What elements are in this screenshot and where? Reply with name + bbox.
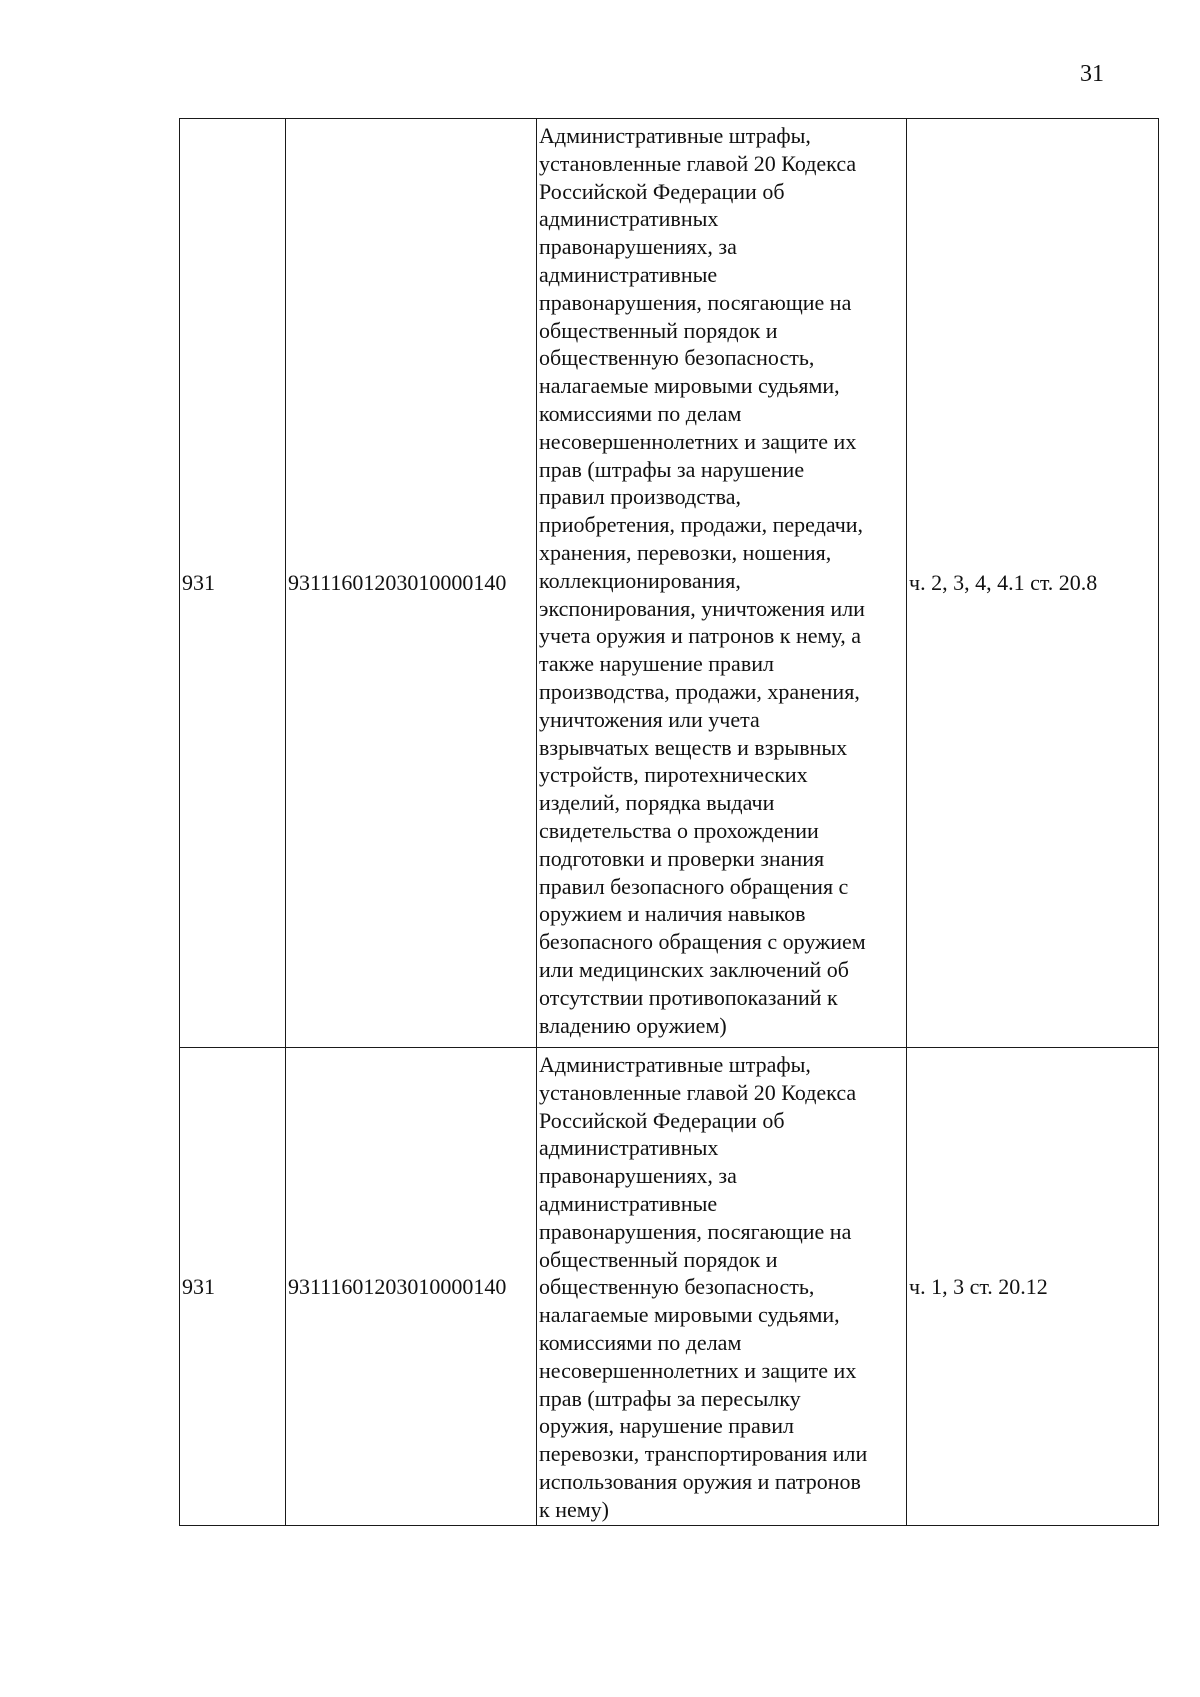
kbk-code-cell: 93111601203010000140 (286, 119, 537, 1048)
table-row (180, 119, 1159, 1048)
article-cell: ч. 1, 3 ст. 20.12 (907, 1048, 1159, 1526)
admin-code-cell: 931 (180, 1048, 286, 1526)
page-number: 31 (1080, 61, 1104, 87)
description-cell (537, 1048, 907, 1526)
description-cell (537, 119, 907, 1048)
description-text: Административные штрафы, установленные главой 20 Кодекса Российской Федерации об административных правонарушениях, за административные правонарушения, посягающие на общественный порядок и общественную безопасность, налагаемые мировыми судьями, комиссиями по делам несовершеннолетних и защите их прав (штрафы за нарушение правил производства, приобретения, продажи, передачи, хранения, перевозки, ношения, коллекционирования, экспонирования, уничтожения или учета оружия и патронов к нему, а также нарушение правил производства, продажи, хранения, уничтожения или учета взрывчатых веществ и взрывных устройств, пиротехнических изделий, порядка выдачи свидетельства о прохождении подготовки и проверки знания правил безопасного обращения с оружием и наличия навыков безопасного обращения с оружием или медицинских заключений об отсутствии противопоказаний к владению оружием) (539, 123, 866, 1038)
table-row (180, 1048, 1159, 1526)
fines-table (179, 118, 1159, 1526)
kbk-code-cell: 93111601203010000140 (286, 1048, 537, 1526)
article-cell: ч. 2, 3, 4, 4.1 ст. 20.8 (907, 119, 1159, 1048)
description-text: Административные штрафы, установленные главой 20 Кодекса Российской Федерации об административных правонарушениях, за административные правонарушения, посягающие на общественный порядок и общественную безопасность, налагаемые мировыми судьями, комиссиями по делам несовершеннолетних и защите их прав (штрафы за пересылку оружия, нарушение правил перевозки, транспортирования или использования оружия и патронов к нему) (539, 1052, 868, 1522)
admin-code-cell: 931 (180, 119, 286, 1048)
